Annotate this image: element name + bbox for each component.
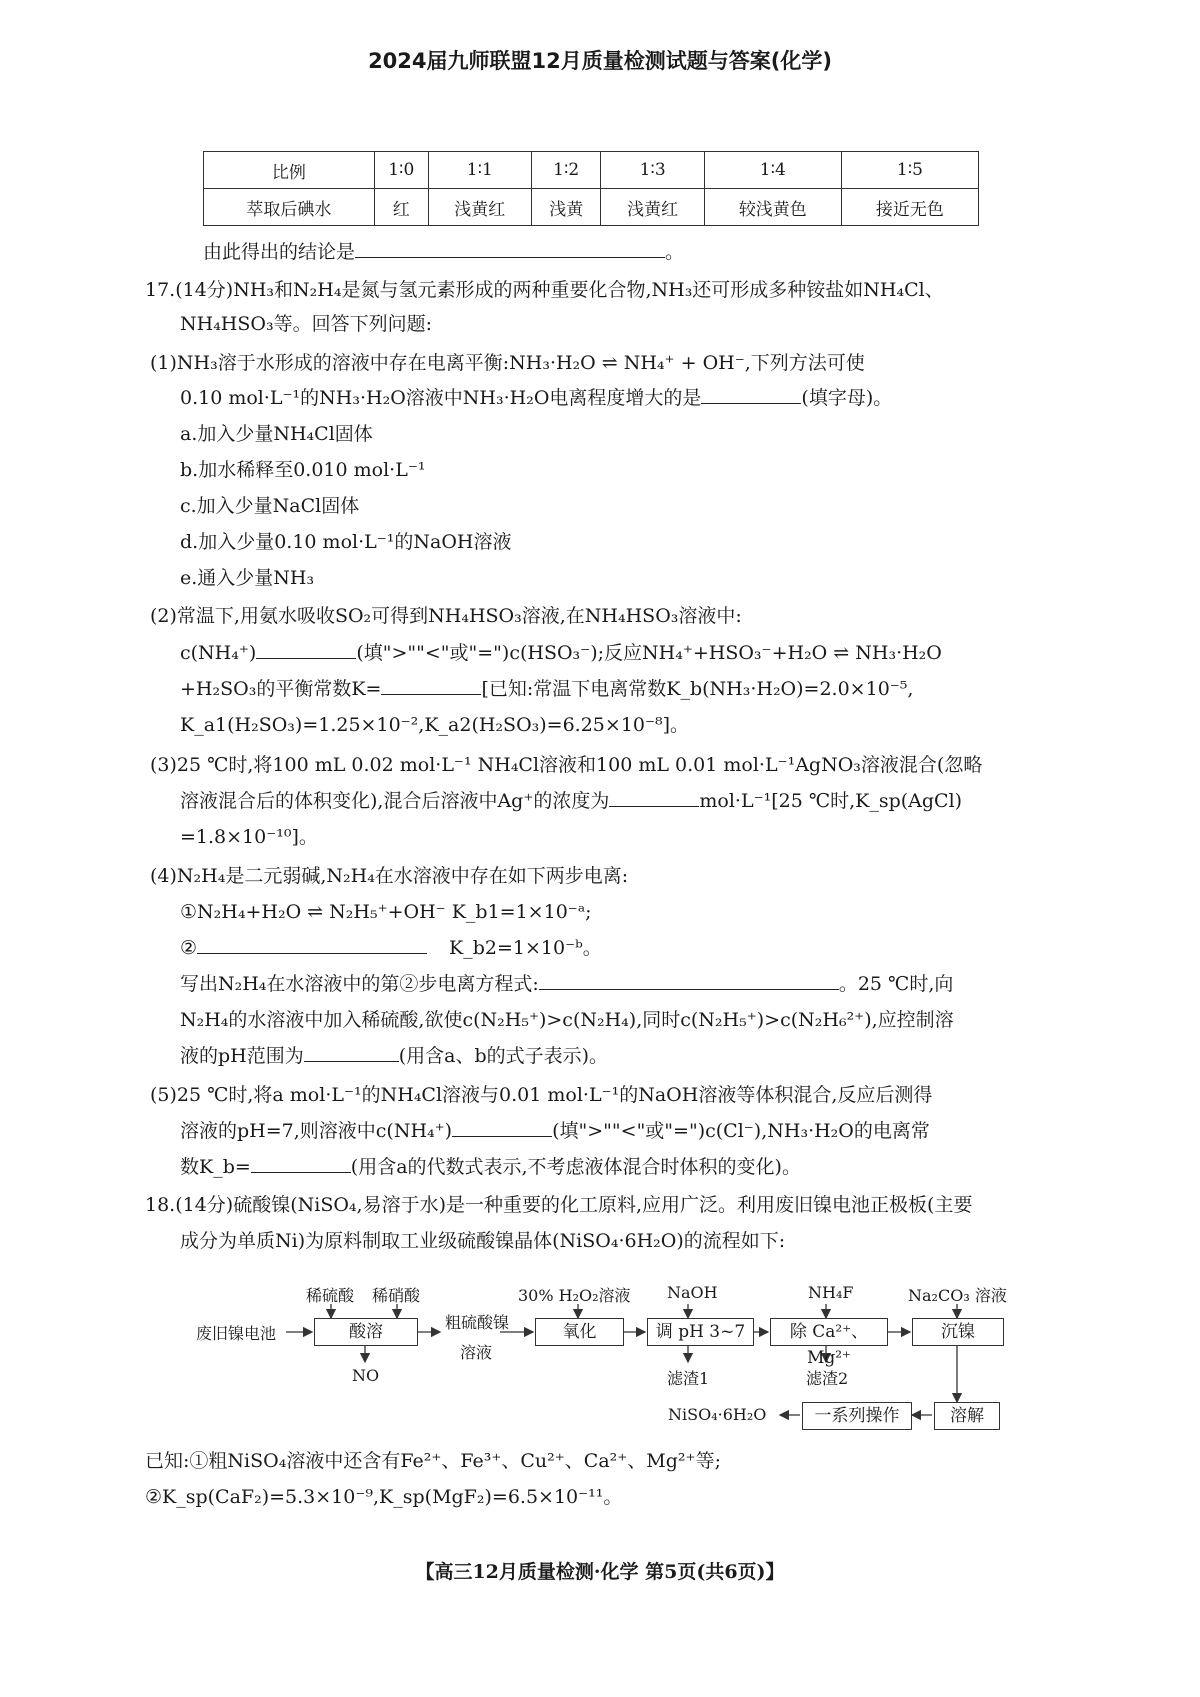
flow-mid-2: 溶液 (460, 1343, 493, 1362)
answer-blank[interactable] (355, 239, 665, 258)
option-c: c.加入少量NaCl固体 (180, 495, 360, 517)
option-d: d.加入少量0.10 mol·L⁻¹的NaOH溶液 (180, 531, 512, 553)
q17-intro-2: NH₄HSO₃等。回答下列问题: (180, 313, 432, 335)
text: 0.10 mol·L⁻¹的NH₃·H₂O溶液中NH₃·H₂O电离程度增大的是 (180, 387, 702, 409)
flow-box-dissolve: 溶解 (934, 1402, 1000, 1430)
conclusion-text: 由此得出的结论是 (203, 241, 356, 263)
table-cell: 1∶2 (531, 152, 601, 189)
text: ② (180, 937, 198, 959)
answer-blank[interactable] (251, 1154, 351, 1173)
flow-box-operations: 一系列操作 (802, 1402, 912, 1430)
flow-reagent-naoh: NaOH (667, 1283, 718, 1302)
q17-part2-line1: (2)常温下,用氨水吸收SO₂可得到NH₄HSO₃溶液,在NH₄HSO₃溶液中: (150, 605, 742, 627)
flow-reagent-hno3: 稀硝酸 (372, 1286, 421, 1305)
q17-part2-line3 (180, 676, 913, 702)
text: (用含a、b的式子表示)。 (398, 1045, 609, 1067)
q17-part3-line2 (180, 788, 962, 814)
answer-blank[interactable] (701, 385, 801, 404)
flow-box-adjust-ph: 调 pH 3~7 (647, 1318, 754, 1346)
q17-part4-line1: (4)N₂H₄是二元弱碱,N₂H₄在水溶液中存在如下两步电离: (150, 865, 629, 887)
flow-box-precipitate-ni: 沉镍 (912, 1318, 1004, 1346)
table-cell: 1∶1 (428, 152, 531, 189)
table-cell: 1∶3 (601, 152, 704, 189)
table-cell: 较浅黄色 (704, 189, 841, 226)
table-cell: 1∶0 (374, 152, 428, 189)
text: (填">""<"或"=")c(HSO₃⁻);反应NH₄⁺+HSO₃⁻+H₂O ⇌ NH₃·H₂O (356, 642, 942, 664)
text: +H₂SO₃的平衡常数K= (180, 678, 382, 700)
flow-start: 废旧镍电池 (196, 1324, 277, 1343)
q17-part4-line6 (180, 1043, 608, 1069)
table-cell: 接近无色 (841, 189, 978, 226)
flow-reagent-h2o2: 30% H₂O₂溶液 (518, 1286, 631, 1305)
flow-residue-1: 滤渣1 (667, 1369, 710, 1388)
q17-part5-line3 (180, 1154, 801, 1180)
q17-part5-line1: (5)25 ℃时,将a mol·L⁻¹的NH₄Cl溶液与0.01 mol·L⁻¹的NaOH溶液等体积混合,反应后测得 (150, 1084, 933, 1106)
option-e: e.通入少量NH₃ (180, 567, 315, 589)
flow-reagent-na2co3: Na₂CO₃ 溶液 (908, 1286, 1007, 1305)
q18-known-2: ②K_sp(CaF₂)=5.3×10⁻⁹,K_sp(MgF₂)=6.5×10⁻¹¹。 (145, 1486, 623, 1508)
flow-product: NiSO₄·6H₂O (668, 1405, 767, 1424)
q17-part4-line2: ①N₂H₄+H₂O ⇌ N₂H₅⁺+OH⁻ K_b1=1×10⁻ᵃ; (180, 901, 592, 923)
page-header: 2024届九师联盟12月质量检测试题与答案(化学) (368, 49, 832, 73)
flow-box-acid-dissolve: 酸溶 (314, 1318, 418, 1346)
flow-reagent-nh4f: NH₄F (808, 1283, 854, 1302)
text: 溶液混合后的体积变化),混合后溶液中Ag⁺的浓度为 (180, 790, 610, 812)
flow-box-remove-ions: 除 Ca²⁺、Mg²⁺ (770, 1318, 888, 1346)
answer-blank[interactable] (539, 971, 839, 990)
q18-known-1: 已知:①粗NiSO₄溶液中还含有Fe²⁺、Fe³⁺、Cu²⁺、Ca²⁺、Mg²⁺等; (145, 1450, 721, 1472)
table-cell: 浅黄红 (601, 189, 704, 226)
flow-reagent-h2so4: 稀硫酸 (306, 1286, 355, 1305)
q17-part5-line2 (180, 1118, 930, 1144)
q18-intro-1: 18.(14分)硫酸镍(NiSO₄,易溶于水)是一种重要的化工原料,应用广泛。利用废旧镍电池正极板(主要 (145, 1194, 973, 1216)
table-cell: 红 (374, 189, 428, 226)
text: 。25 ℃时,向 (838, 973, 954, 995)
q17-part3-line3: =1.8×10⁻¹⁰]。 (180, 826, 318, 848)
q17-part4-line4 (180, 971, 953, 997)
q17-part1-line2 (180, 385, 892, 411)
ratio-table (203, 151, 979, 226)
text: K_b2=1×10⁻ᵇ。 (449, 937, 602, 959)
text: [已知:常温下电离常数K_b(NH₃·H₂O)=2.0×10⁻⁵, (481, 678, 914, 700)
text: 写出N₂H₄在水溶液中的第②步电离方程式: (180, 973, 539, 995)
table-cell: 比例 (204, 152, 375, 189)
answer-blank[interactable] (304, 1043, 399, 1062)
answer-blank[interactable] (609, 788, 699, 807)
text: (填">""<"或"=")c(Cl⁻),NH₃·H₂O的电离常 (552, 1120, 930, 1142)
q17-part4-line3 (180, 935, 602, 961)
q17-part2-line2 (180, 640, 942, 666)
table-row (204, 152, 979, 189)
text: 液的pH范围为 (180, 1045, 304, 1067)
answer-blank[interactable] (452, 1118, 552, 1137)
text: 数K_b= (180, 1156, 251, 1178)
flow-mid-1: 粗硫酸镍 (445, 1313, 510, 1332)
answer-blank[interactable] (197, 935, 427, 954)
flow-box-oxidize: 氧化 (535, 1318, 624, 1346)
q17-intro-1: 17.(14分)NH₃和N₂H₄是氮与氢元素形成的两种重要化合物,NH₃还可形成多种铵盐如NH₄Cl、 (145, 279, 944, 301)
option-b: b.加水稀释至0.010 mol·L⁻¹ (180, 459, 426, 481)
flow-out-no: NO (352, 1366, 380, 1385)
table-cell: 1∶5 (841, 152, 978, 189)
table-row (204, 189, 979, 226)
q17-part4-line5: N₂H₄的水溶液中加入稀硫酸,欲使c(N₂H₅⁺)>c(N₂H₄),同时c(N₂H₅⁺)>c(N₂H₆²⁺),应控制溶 (180, 1009, 954, 1031)
table-cell: 1∶4 (704, 152, 841, 189)
text: 溶液的pH=7,则溶液中c(NH₄⁺) (180, 1120, 453, 1142)
table-cell: 浅黄 (531, 189, 601, 226)
flow-residue-2: 滤渣2 (806, 1369, 849, 1388)
q17-part3-line1: (3)25 ℃时,将100 mL 0.02 mol·L⁻¹ NH₄Cl溶液和100 mL 0.01 mol·L⁻¹AgNO₃溶液混合(忽略 (150, 754, 983, 776)
table-cell: 浅黄红 (428, 189, 531, 226)
q18-intro-2: 成分为单质Ni)为原料制取工业级硫酸镍晶体(NiSO₄·6H₂O)的流程如下: (180, 1230, 786, 1252)
text: (填字母)。 (801, 387, 893, 409)
answer-blank[interactable] (256, 640, 356, 659)
table-cell: 萃取后碘水 (204, 189, 375, 226)
q17-part2-line4: K_a1(H₂SO₃)=1.25×10⁻²,K_a2(H₂SO₃)=6.25×10⁻⁸]。 (180, 714, 690, 736)
text: (用含a的代数式表示,不考虑液体混合时体积的变化)。 (350, 1156, 801, 1178)
option-a: a.加入少量NH₄Cl固体 (180, 423, 373, 445)
page-footer: 【高三12月质量检测·化学 第5页(共6页)】 (415, 1561, 785, 1583)
text: c(NH₄⁺) (180, 642, 257, 664)
conclusion-line (203, 239, 684, 265)
text: mol·L⁻¹[25 ℃时,K_sp(AgCl) (699, 790, 963, 812)
q17-part1-line1: (1)NH₃溶于水形成的溶液中存在电离平衡:NH₃·H₂O ⇌ NH₄⁺ + OH⁻,下列方法可使 (150, 352, 865, 374)
conclusion-end: 。 (665, 241, 685, 263)
answer-blank[interactable] (381, 676, 481, 695)
